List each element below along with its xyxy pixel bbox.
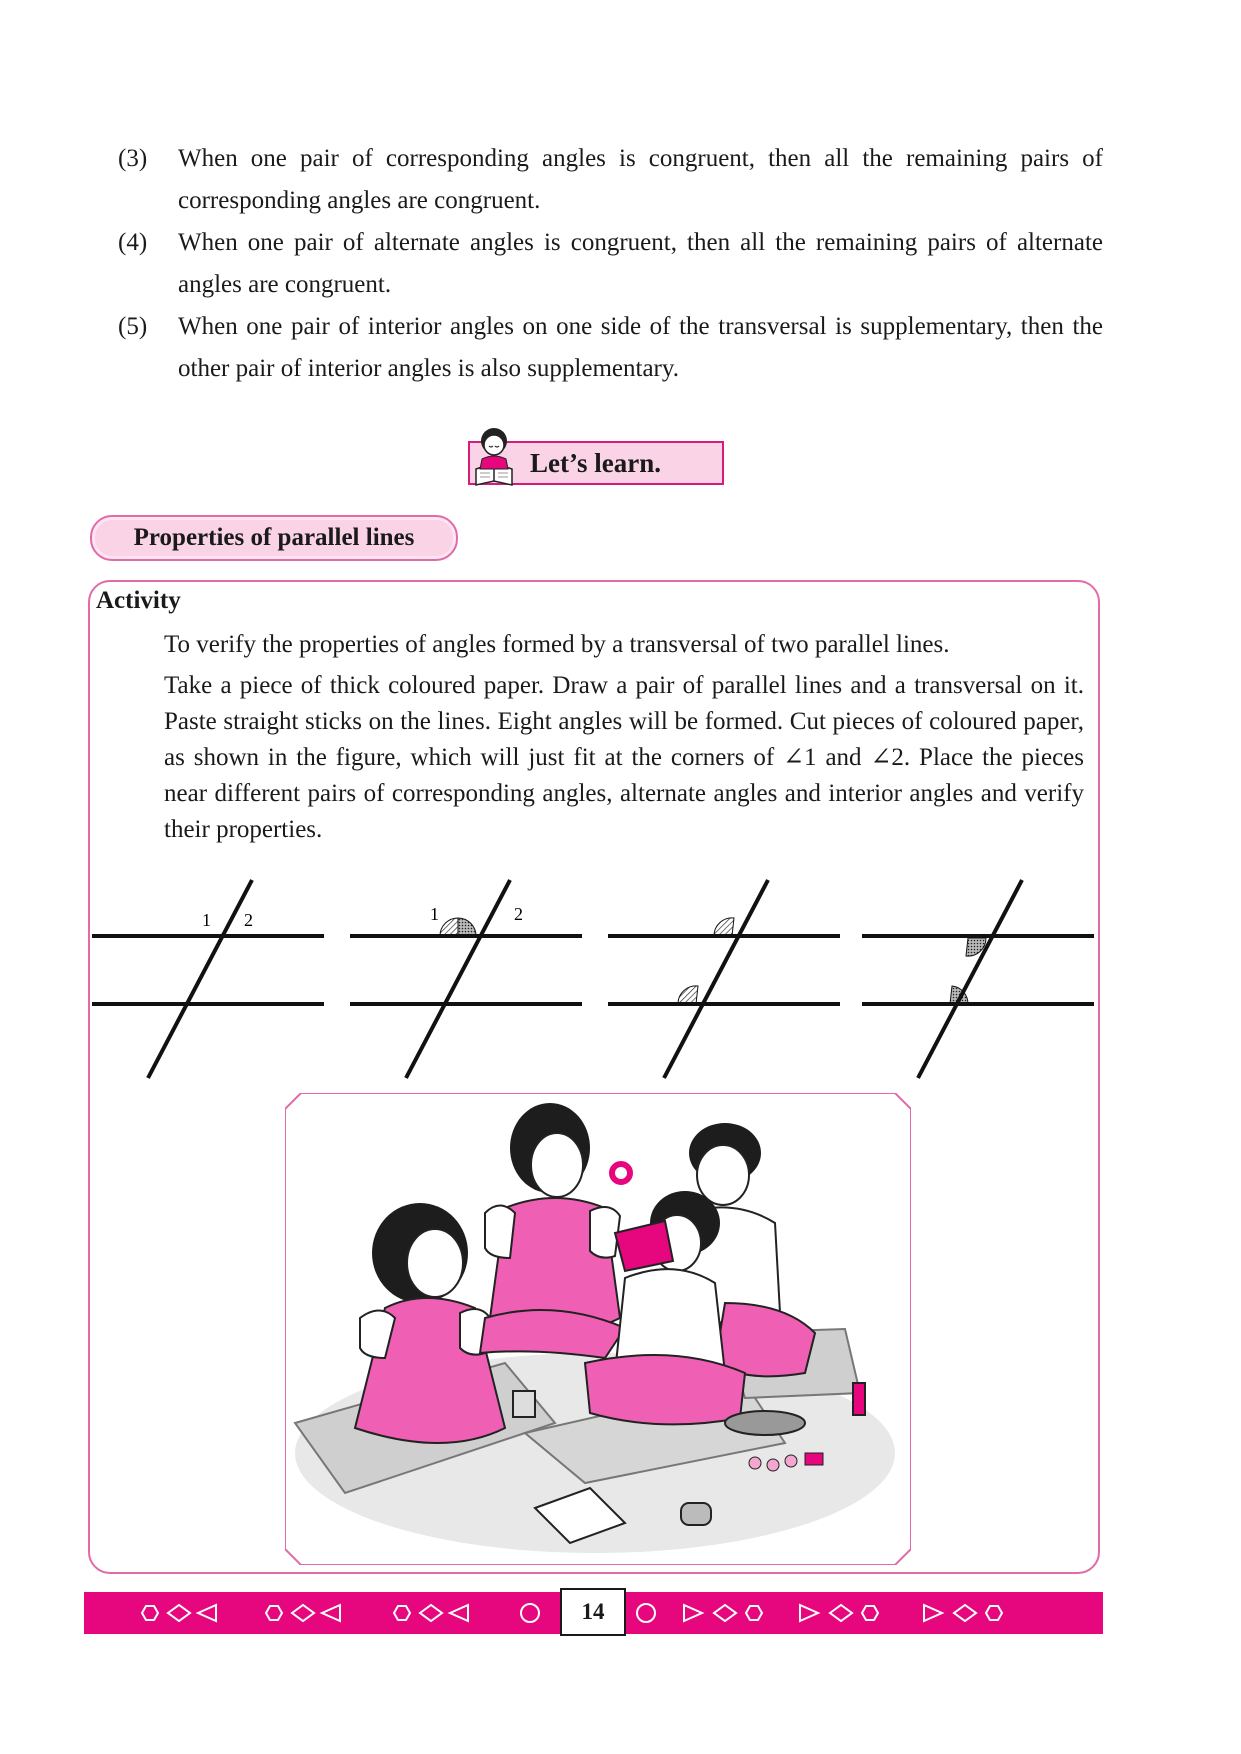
activity-aim: To verify the properties of angles formed by a transversal of two parallel lines. bbox=[164, 631, 950, 658]
angle-label-1: 1 bbox=[430, 904, 439, 924]
angle-label-2: 2 bbox=[514, 904, 523, 924]
list-item bbox=[118, 222, 1103, 306]
diagram-2 bbox=[350, 880, 582, 1078]
diagram-4 bbox=[862, 880, 1094, 1078]
item-number: (3) bbox=[118, 145, 148, 172]
page-number: 14 bbox=[560, 1588, 626, 1636]
angle-label-2: 2 bbox=[244, 910, 253, 930]
activity-instructions: Take a piece of thick coloured paper. Draw a pair of parallel lines and a transversal on it. Paste straight sticks on the lines. Eight angles will be formed. Cut pieces of coloured paper, as shown in the figure, which will just fit at the corners of ∠1 and ∠2. Place the pieces near different pairs of corresponding angles, alternate angles and interior angles and verify their properties. bbox=[164, 672, 1084, 843]
diagram-3 bbox=[608, 880, 840, 1078]
lets-learn-label: Let’s learn. bbox=[530, 447, 661, 478]
item-text: When one pair of alternate angles is congruent, then all the remaining pairs of alternate angles are congruent. bbox=[178, 229, 1103, 298]
item-number: (5) bbox=[118, 313, 148, 340]
list-item bbox=[118, 306, 1103, 390]
section-heading: Properties of parallel lines bbox=[90, 515, 458, 561]
parallel-lines-figure bbox=[92, 870, 1102, 1080]
list-item bbox=[118, 138, 1103, 222]
properties-list bbox=[118, 138, 1103, 390]
lets-learn-banner bbox=[468, 441, 724, 485]
item-text: When one pair of interior angles on one side of the transversal is supplementary, then the other pair of interior angles is also supplementary. bbox=[178, 313, 1103, 382]
item-number: (4) bbox=[118, 229, 148, 256]
reading-girl-icon bbox=[462, 423, 526, 489]
activity-text bbox=[164, 627, 1084, 853]
item-text: When one pair of corresponding angles is congruent, then all the remaining pairs of corresponding angles are congruent. bbox=[178, 145, 1103, 214]
angle-label-1: 1 bbox=[202, 910, 211, 930]
diagram-1 bbox=[92, 880, 324, 1078]
children-activity-illustration bbox=[285, 1093, 911, 1565]
activity-title: Activity bbox=[96, 587, 181, 614]
